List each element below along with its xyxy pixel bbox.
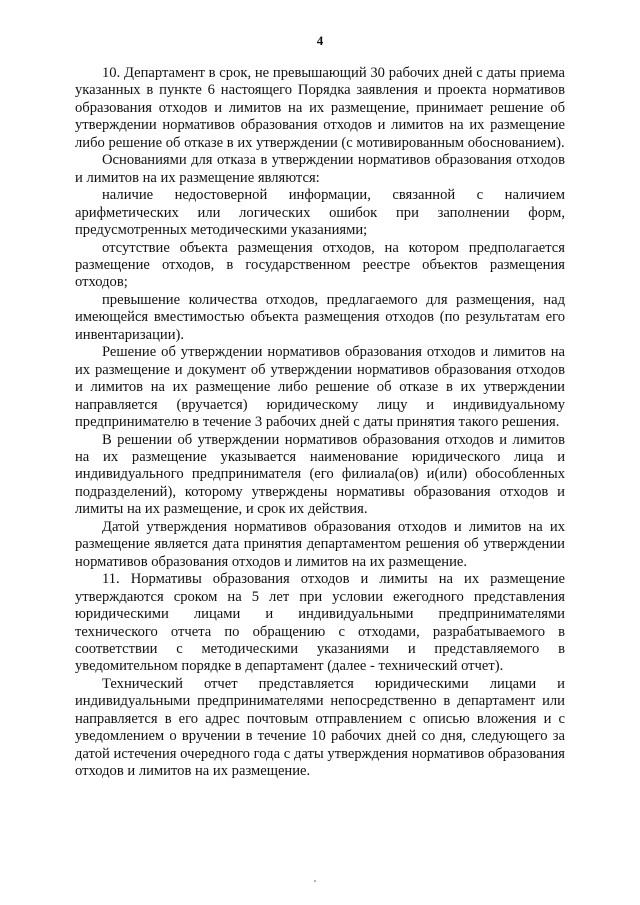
paragraph-9-item-11: 11. Нормативы образования отходов и лимиты на их размещение утверждаются сроком на 5 лет при условии ежегодного представления юридическими лицами и индивидуальными предпринимателями технического отчета по обращению с отходами, разрабатываемого в соответствии с методическими указаниями и представляемого в уведомительном порядке в департамент (далее - технический отчет). xyxy=(75,571,565,675)
paragraph-2-refusal-grounds-intro: Основаниями для отказа в утверждении нормативов образования отходов и лимитов на их размещение являются: xyxy=(75,152,565,186)
scan-speck xyxy=(314,880,316,882)
paragraph-8-approval-date: Датой утверждения нормативов образования отходов и лимитов на их размещение является дата принятия департаментом решения об утверждении нормативов образования отходов и лимитов на их размещение. xyxy=(75,518,565,570)
page-number: 4 xyxy=(316,33,324,48)
paragraph-5-ground-capacity-exceeded: превышение количества отходов, предлагаемого для размещения, над имеющейся вместимостью объекта размещения отходов (по результатам его инвентаризации). xyxy=(75,291,565,343)
document-body xyxy=(75,65,565,781)
paragraph-1-item-10: 10. Департамент в срок, не превышающий 30 рабочих дней с даты приема указанных в пункте 6 настоящего Порядка заявления и проекта нормативов образования отходов и лимитов на их размещение, принимает решение об утверждении нормативов образования отходов и лимитов на их размещение либо решение об отказе в их утверждении (с мотивированным обоснованием). xyxy=(75,65,565,151)
paragraph-3-ground-unreliable-info: наличие недостоверной информации, связанной с наличием арифметических или логических ошибок при заполнении форм, предусмотренных методическими указаниями; xyxy=(75,187,565,239)
paragraph-10-technical-report: Технический отчет представляется юридическими лицами и индивидуальными предпринимателями непосредственно в департамент или направляется в его адрес почтовым отправлением с описью вложения и с уведомлением о вручении в течение 10 рабочих дней со дня, следующего за датой истечения очередного года с даты утверждения нормативов образования отходов и лимитов на их размещение. xyxy=(75,675,565,780)
paragraph-4-ground-no-disposal-object: отсутствие объекта размещения отходов, на котором предполагается размещение отходов, в государственном реестре объектов размещения отходов; xyxy=(75,239,565,291)
paragraph-6-decision-delivery: Решение об утверждении нормативов образования отходов и лимитов на их размещение и документ об утверждении нормативов образования отходов и лимитов на их размещение либо решение об отказе в их утверждении направляется (вручается) юридическому лицу и индивидуальному предпринимателю в течение 3 рабочих дней с даты принятия такого решения. xyxy=(75,344,565,431)
paragraph-7-decision-contents: В решении об утверждении нормативов образования отходов и лимитов на их размещение указывается наименование юридического лица и индивидуального предпринимателя (его филиала(ов) и(или) обособленных подразделений), которому утверждены нормативы образования отходов и лимиты на их размещение, и срок их действия. xyxy=(75,431,565,518)
